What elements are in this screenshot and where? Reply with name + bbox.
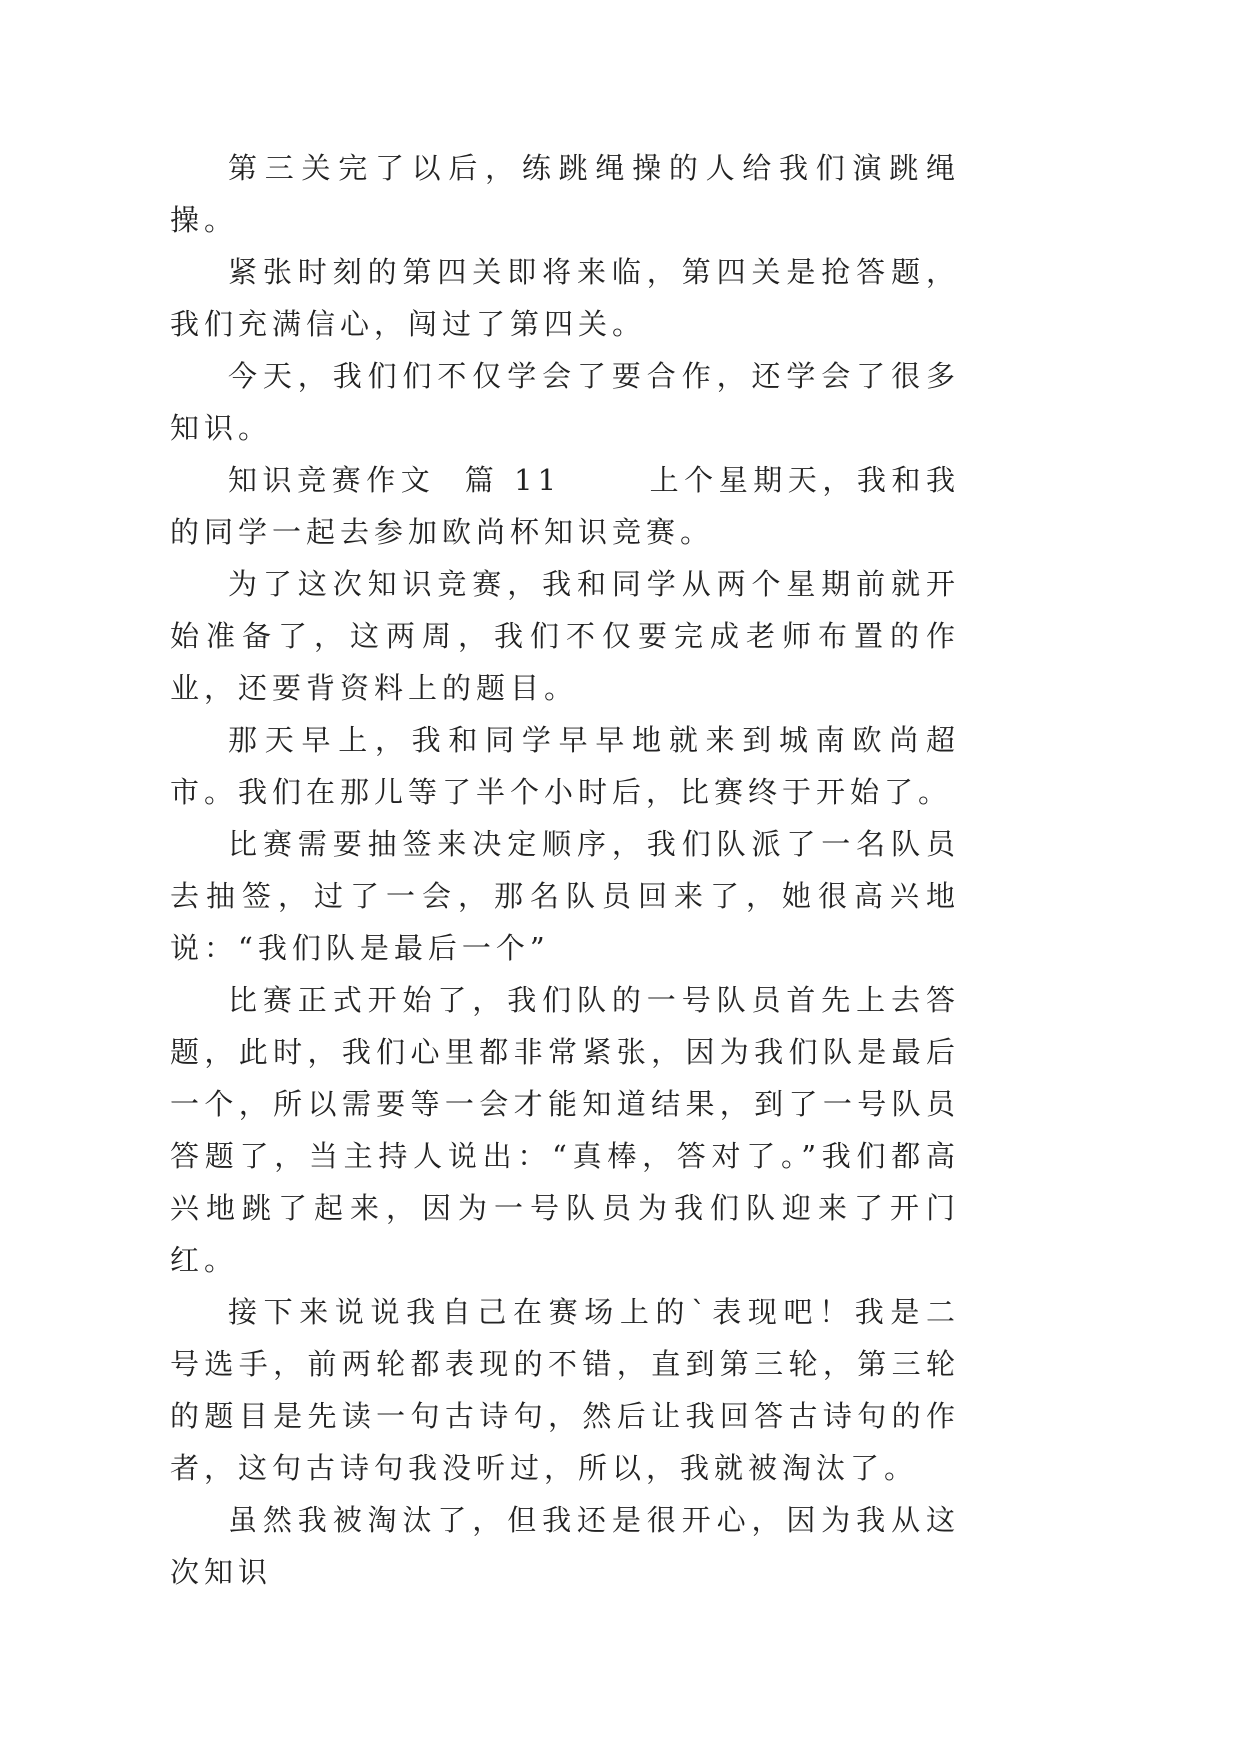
paragraph: 那天早上，我和同学早早地就来到城南欧尚超市。我们在那儿等了半个小时后，比赛终于开始了。 <box>170 723 960 809</box>
paragraph-with-section-heading: 知识竞赛作文 篇 11 上个星期天，我和我的同学一起去参加欧尚杯知识竞赛。 <box>170 463 960 549</box>
paragraph: 虽然我被淘汰了，但我还是很开心，因为我从这次知识 <box>170 1503 960 1589</box>
paragraph: 为了这次知识竞赛，我和同学从两个星期前就开始准备了，这两周，我们不仅要完成老师布置的作业，还要背资料上的题目。 <box>170 567 960 705</box>
paragraph: 今天，我们们不仅学会了要合作，还学会了很多知识。 <box>170 359 960 445</box>
paragraph: 紧张时刻的第四关即将来临，第四关是抢答题，我们充满信心，闯过了第四关。 <box>170 255 960 341</box>
paragraph: 比赛需要抽签来决定顺序，我们队派了一名队员去抽签，过了一会，那名队员回来了，她很高兴地说：“我们队是最后一个” <box>170 827 960 965</box>
paragraph: 第三关完了以后，练跳绳操的人给我们演跳绳操。 <box>170 151 960 237</box>
document-body <box>170 142 960 1598</box>
paragraph: 接下来说说我自己在赛场上的`表现吧！我是二号选手，前两轮都表现的不错，直到第三轮，第三轮的题目是先读一句古诗句，然后让我回答古诗句的作者，这句古诗句我没听过，所以，我就被淘汰了。 <box>170 1295 960 1485</box>
paragraph: 比赛正式开始了，我们队的一号队员首先上去答题，此时，我们心里都非常紧张，因为我们队是最后一个，所以需要等一会才能知道结果，到了一号队员答题了，当主持人说出：“真棒，答对了。”我们都高兴地跳了起来，因为一号队员为我们队迎来了开门红。 <box>170 983 960 1277</box>
